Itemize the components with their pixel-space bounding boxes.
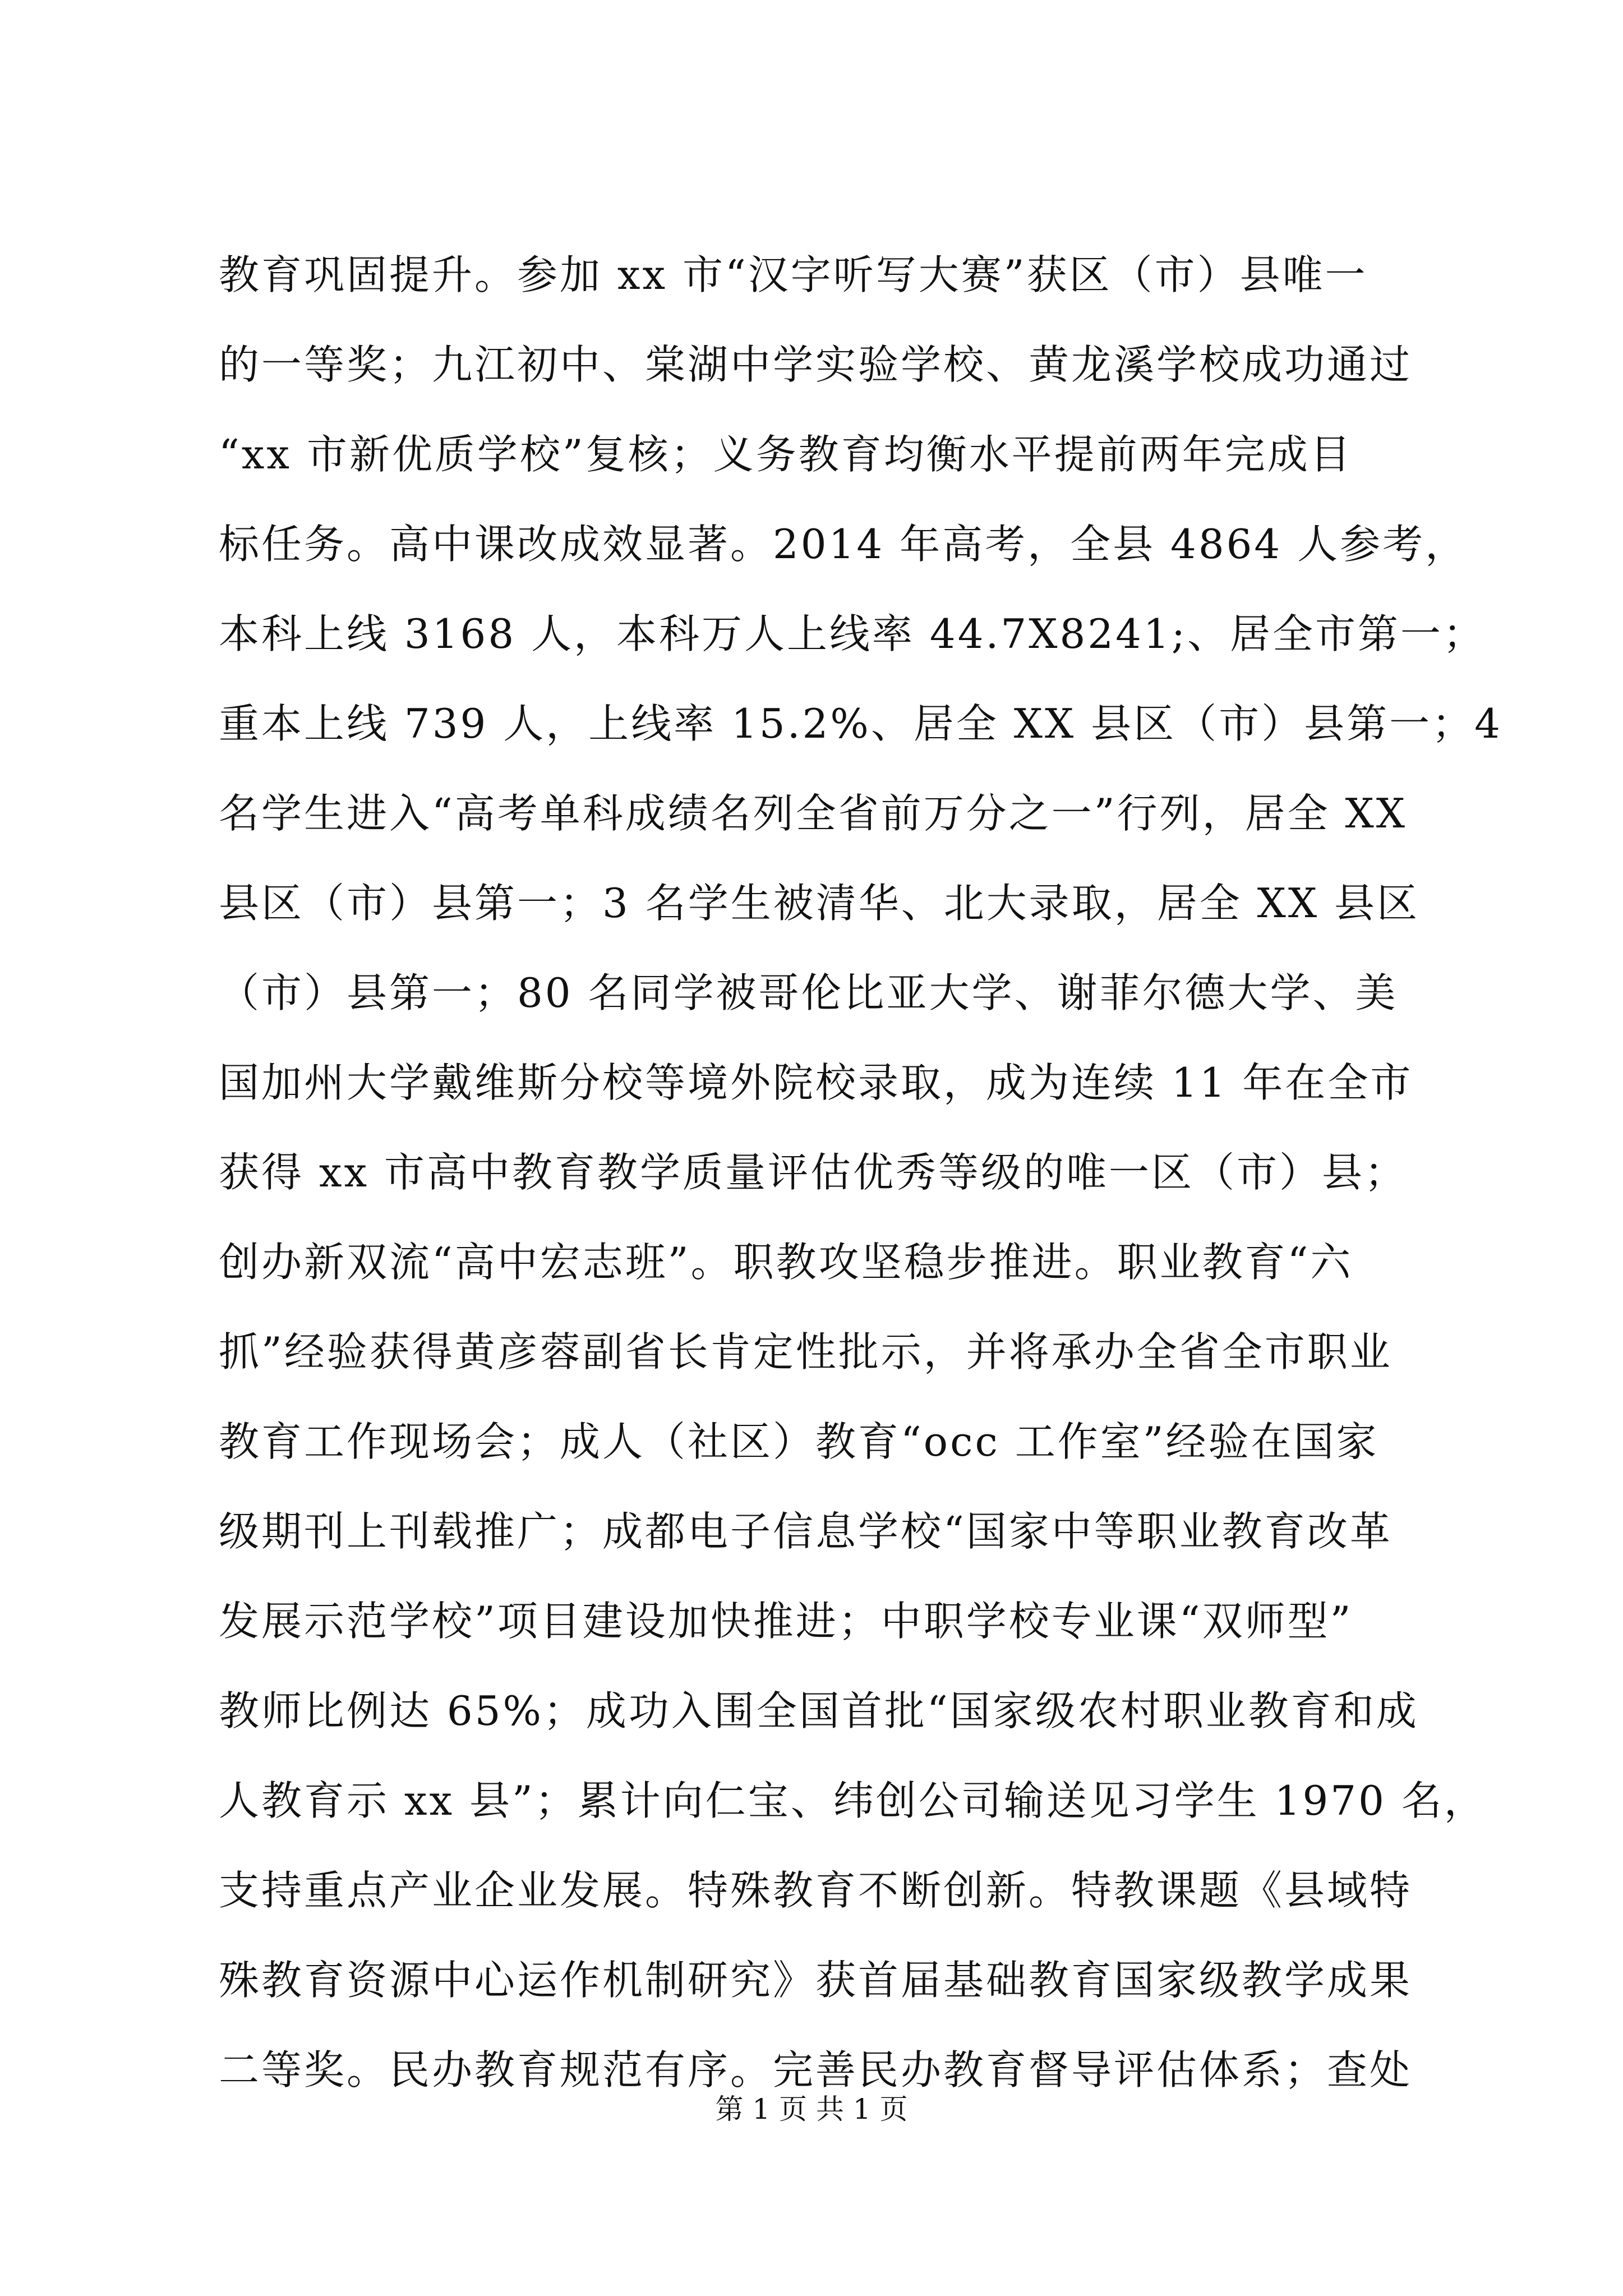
text-line: 教师比例达 65%；成功入围全国首批“国家级农村职业教育和成 [219, 1687, 1419, 1734]
page-footer: 第 1 页 共 1 页 [715, 2093, 908, 2125]
text-line: （市）县第一；80 名同学被哥伦比亚大学、谢菲尔德大学、美 [219, 969, 1398, 1016]
text-line: 创办新双流“高中宏志班”。职教攻坚稳步推进。职业教育“六 [219, 1239, 1353, 1286]
text-line: 发展示范学校”项目建设加快推进；中职学校专业课“双师型” [219, 1598, 1353, 1645]
text-line: 人教育示 xx 县”；累计向仁宝、纬创公司输送见习学生 1970 名， [219, 1777, 1487, 1824]
text-line: 教育巩固提升。参加 xx 市“汉字听写大赛”获区（市）县唯一 [219, 251, 1368, 298]
text-line: 国加州大学戴维斯分校等境外院校录取，成为连续 11 年在全市 [219, 1059, 1413, 1106]
text-line: 殊教育资源中心运作机制研究》获首届基础教育国家级教学成果 [219, 1957, 1413, 2004]
text-line: 县区（市）县第一；3 名学生被清华、北大录取，居全 XX 县区 [219, 880, 1419, 927]
text-line: 支持重点产业企业发展。特殊教育不断创新。特教课题《县域特 [219, 1867, 1413, 1914]
text-line: “xx 市新优质学校”复核；义务教育均衡水平提前两年完成目 [219, 431, 1353, 478]
text-line: 的一等奖；九江初中、棠湖中学实验学校、黄龙溪学校成功通过 [219, 341, 1413, 388]
text-line: 级期刊上刊载推广；成都电子信息学校“国家中等职业教育改革 [219, 1508, 1393, 1555]
body-text [219, 230, 1502, 2115]
text-line: 二等奖。民办教育规范有序。完善民办教育督导评估体系；查处 [219, 2046, 1413, 2093]
text-line: 获得 xx 市高中教育教学质量评估优秀等级的唯一区（市）县； [219, 1149, 1407, 1196]
text-line: 重本上线 739 人，上线率 15.2%、居全 XX 县区（市）县第一；4 [219, 700, 1502, 747]
text-line: 标任务。高中课改成效显著。2014 年高考，全县 4864 人参考， [219, 521, 1468, 568]
text-line: 抓”经验获得黄彦蓉副省长肯定性批示，并将承办全省全市职业 [219, 1328, 1393, 1375]
text-line: 名学生进入“高考单科成绩名列全省前万分之一”行列，居全 XX [219, 790, 1408, 837]
text-line: 教育工作现场会；成人（社区）教育“occ 工作室”经验在国家 [219, 1418, 1379, 1465]
text-line: 本科上线 3168 人，本科万人上线率 44.7X8241;、居全市第一； [219, 610, 1486, 657]
